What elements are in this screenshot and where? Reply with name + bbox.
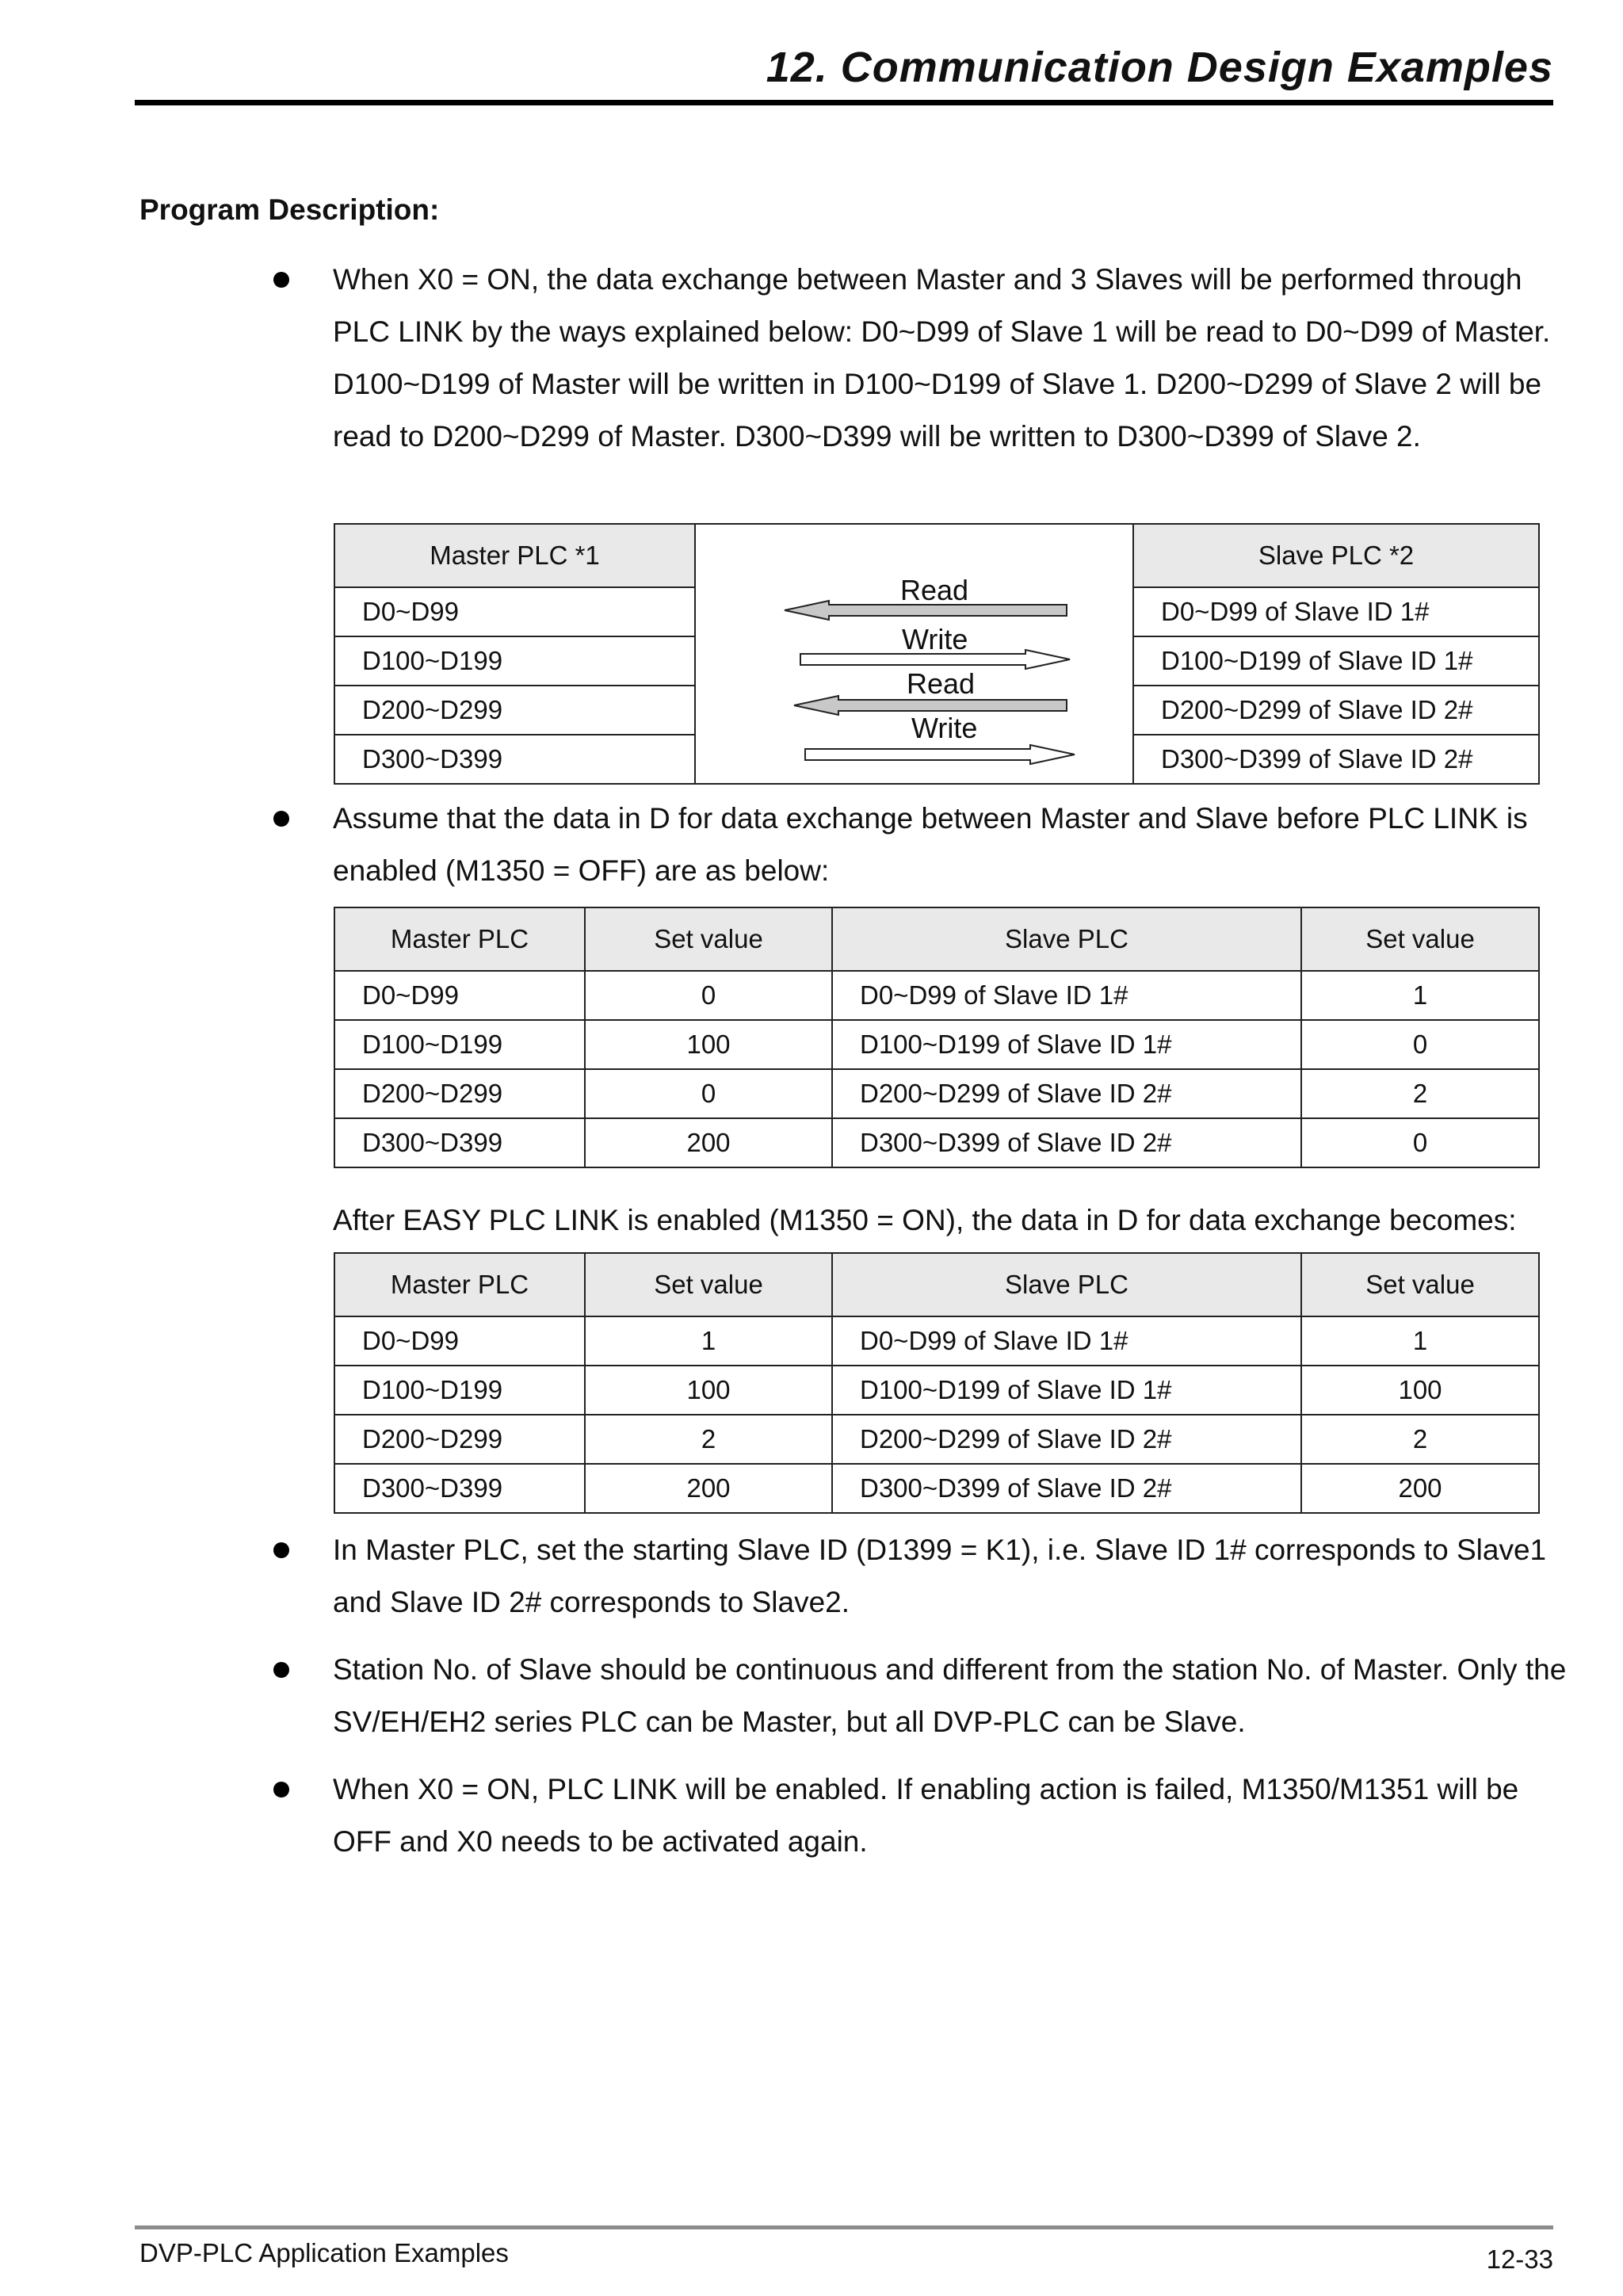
table-row	[334, 1366, 1539, 1415]
section-heading: Program Description:	[139, 193, 440, 226]
read-write-diagram	[695, 524, 1133, 784]
slave-cell: D300~D399 of Slave ID 2#	[1133, 735, 1539, 784]
value-cell: 2	[585, 1415, 832, 1464]
bullet-text: When X0 = ON, the data exchange between Master and 3 Slaves will be performed through PLC LINK by the ways explained below: D0~D99 of Slave 1 will be read to D0~D99 of Master. D100~D199 of Master will be written in D100~D199 of Slave 1. D200~D299 of Slave 2 will be read to D200~D299 of Master. D300~D399 will be written to D300~D399 of Slave 2.	[333, 263, 1551, 453]
after-link-table	[334, 1252, 1540, 1514]
value-cell: 0	[585, 1069, 832, 1118]
bullet-dot	[273, 1662, 289, 1678]
table-row	[334, 1316, 1539, 1366]
bullet-dot	[273, 1542, 289, 1558]
master-cell: D0~D99	[334, 587, 695, 636]
slave-plc-header: Slave PLC *2	[1133, 524, 1539, 587]
master-cell: D0~D99	[334, 1316, 585, 1366]
bullet-text: When X0 = ON, PLC LINK will be enabled. If enabling action is failed, M1350/M1351 will be OFF and X0 needs to be activated again.	[333, 1773, 1519, 1858]
master-plc-header: Master PLC *1	[334, 524, 695, 587]
bullet-text: Station No. of Slave should be continuous and different from the station No. of Master. Only the SV/EH/EH2 series PLC can be Master, but all DVP-PLC can be Slave.	[333, 1653, 1567, 1738]
footer-rule	[135, 2225, 1553, 2229]
table-row	[334, 1118, 1539, 1167]
slave-cell: D0~D99 of Slave ID 1#	[832, 971, 1301, 1020]
bullet-text: Assume that the data in D for data exchange between Master and Slave before PLC LINK is enabled (M1350 = OFF) are as below:	[333, 802, 1528, 887]
value-cell: 100	[1301, 1366, 1539, 1415]
master-cell: D200~D299	[334, 1069, 585, 1118]
value-cell: 0	[585, 971, 832, 1020]
header-rule	[135, 100, 1553, 105]
master-cell: D200~D299	[334, 1415, 585, 1464]
master-cell: D300~D399	[334, 1464, 585, 1513]
arrow-label-write: Write	[902, 623, 968, 655]
column-header: Slave PLC	[832, 907, 1301, 971]
table-row	[334, 1069, 1539, 1118]
master-cell: D100~D199	[334, 636, 695, 686]
arrow-label-read: Read	[907, 667, 976, 700]
column-header: Set value	[1301, 1253, 1539, 1316]
table-header-row	[334, 1253, 1539, 1316]
value-cell: 2	[1301, 1069, 1539, 1118]
value-cell: 0	[1301, 1020, 1539, 1069]
table-header-row	[334, 907, 1539, 971]
value-cell: 200	[585, 1464, 832, 1513]
value-cell: 200	[1301, 1464, 1539, 1513]
value-cell: 2	[1301, 1415, 1539, 1464]
master-cell: D300~D399	[334, 735, 695, 784]
bullet-dot	[273, 811, 289, 827]
column-header: Master PLC	[334, 1253, 585, 1316]
footer-document-title: DVP-PLC Application Examples	[139, 2238, 509, 2267]
master-cell: D100~D199	[334, 1020, 585, 1069]
bullet-dot	[273, 272, 289, 288]
arrow-label-write: Write	[911, 712, 978, 744]
value-cell: 100	[585, 1366, 832, 1415]
value-cell: 100	[585, 1020, 832, 1069]
master-cell: D0~D99	[334, 971, 585, 1020]
slave-cell: D200~D299 of Slave ID 2#	[1133, 686, 1539, 735]
slave-cell: D100~D199 of Slave ID 1#	[832, 1020, 1301, 1069]
value-cell: 1	[585, 1316, 832, 1366]
table-row	[334, 1464, 1539, 1513]
write-arrow	[805, 745, 1075, 764]
value-cell: 0	[1301, 1118, 1539, 1167]
after-link-text: After EASY PLC LINK is enabled (M1350 = ON), the data in D for data exchange becomes:	[333, 1204, 1517, 1236]
bullet-dot	[273, 1782, 289, 1797]
table-row	[334, 971, 1539, 1020]
before-link-table	[334, 907, 1540, 1168]
value-cell: 1	[1301, 971, 1539, 1020]
slave-cell: D200~D299 of Slave ID 2#	[832, 1069, 1301, 1118]
slave-cell: D300~D399 of Slave ID 2#	[832, 1118, 1301, 1167]
column-header: Set value	[585, 1253, 832, 1316]
page-number: 12-33	[1486, 2244, 1553, 2274]
plc-link-table	[334, 523, 1540, 785]
bullet-text: In Master PLC, set the starting Slave ID (D1399 = K1), i.e. Slave ID 1# corresponds to Slave1 and Slave ID 2# corresponds to Slave2.	[333, 1534, 1547, 1618]
slave-cell: D300~D399 of Slave ID 2#	[832, 1464, 1301, 1513]
column-header: Master PLC	[334, 907, 585, 971]
value-cell: 200	[585, 1118, 832, 1167]
arrow-label-read: Read	[900, 574, 969, 606]
page-header-title: 12. Communication Design Examples	[766, 44, 1553, 91]
master-cell: D200~D299	[334, 686, 695, 735]
table-row	[334, 1020, 1539, 1069]
slave-cell: D200~D299 of Slave ID 2#	[832, 1415, 1301, 1464]
table-row	[334, 1415, 1539, 1464]
value-cell: 1	[1301, 1316, 1539, 1366]
slave-cell: D100~D199 of Slave ID 1#	[832, 1366, 1301, 1415]
slave-cell: D0~D99 of Slave ID 1#	[1133, 587, 1539, 636]
column-header: Slave PLC	[832, 1253, 1301, 1316]
column-header: Set value	[585, 907, 832, 971]
master-cell: D100~D199	[334, 1366, 585, 1415]
slave-cell: D100~D199 of Slave ID 1#	[1133, 636, 1539, 686]
master-cell: D300~D399	[334, 1118, 585, 1167]
slave-cell: D0~D99 of Slave ID 1#	[832, 1316, 1301, 1366]
table-header-row	[334, 524, 1539, 587]
column-header: Set value	[1301, 907, 1539, 971]
